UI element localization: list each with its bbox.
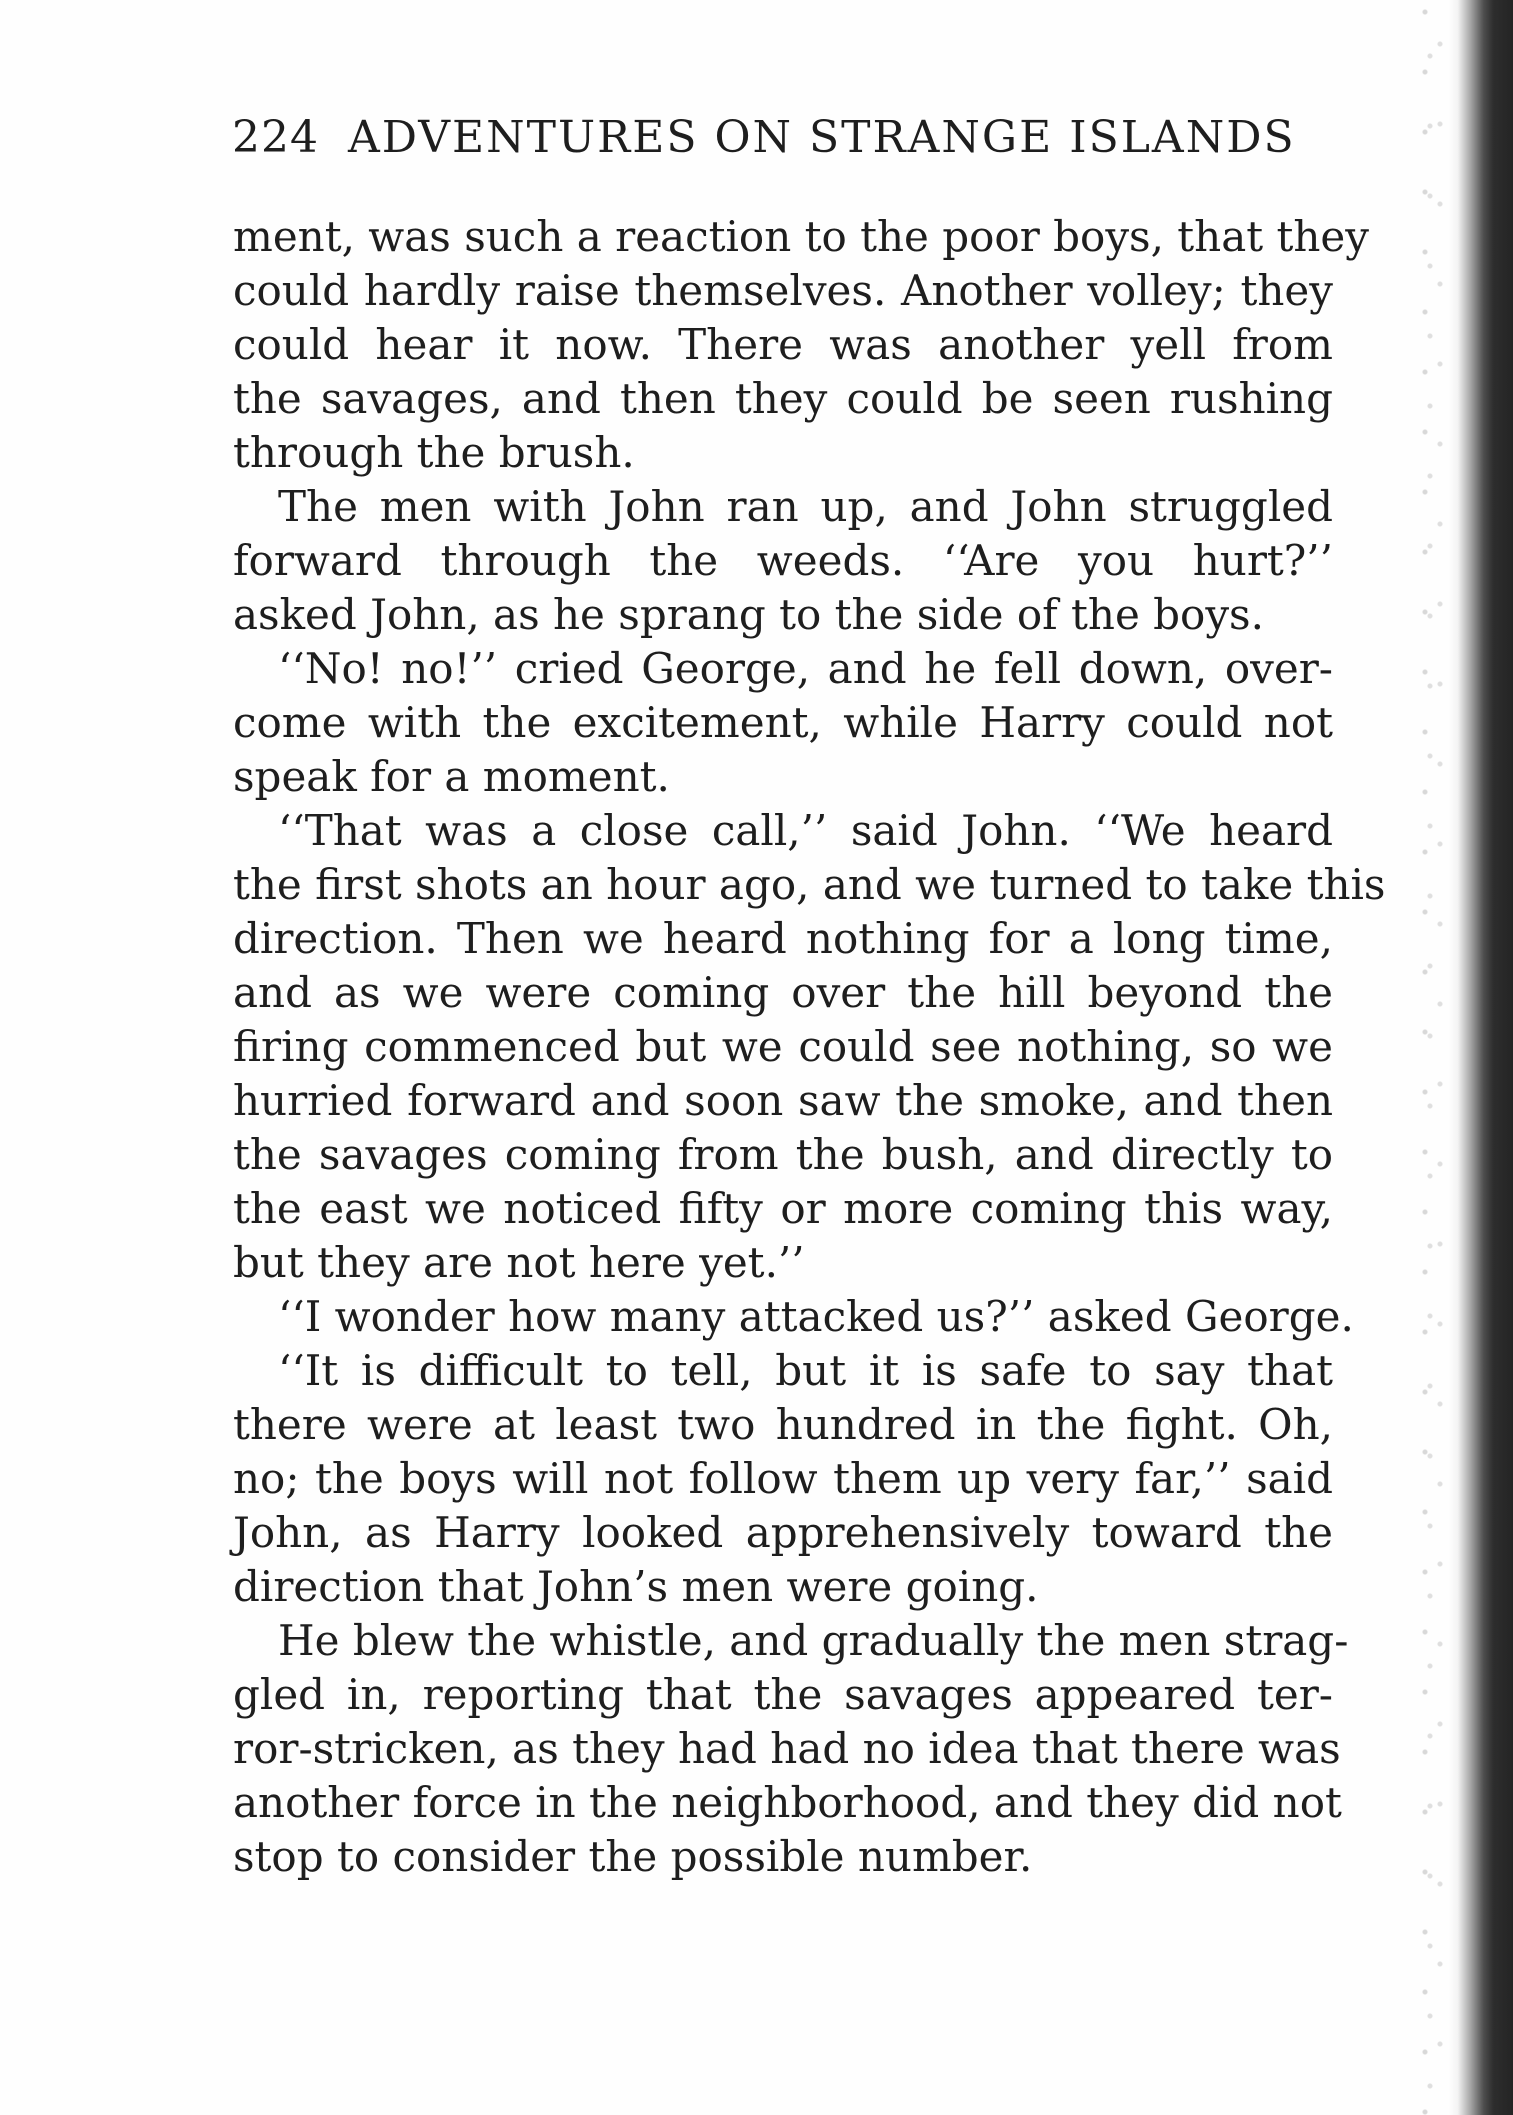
text-line: forward through the weeds. ‘‘Are you hurt?’’ [233, 536, 1333, 585]
text-line: there were at least two hundred in the fight. Oh, [233, 1400, 1333, 1449]
text-line: the savages coming from the bush, and directly to [233, 1130, 1333, 1179]
page-header [232, 112, 1312, 172]
text-line: the savages, and then they could be seen rushing [233, 374, 1333, 423]
text-line: gled in, reporting that the savages appeared ter- [233, 1670, 1333, 1719]
text-line: could hear it now. There was another yell from [233, 320, 1333, 369]
text-line: stop to consider the possible number. [233, 1832, 1033, 1881]
text-line: ‘‘That was a close call,’’ said John. ‘‘We heard [278, 806, 1333, 855]
text-line: no; the boys will not follow them up very far,’’ said [233, 1454, 1333, 1503]
text-line: ror-stricken, as they had had no idea that there was [233, 1724, 1341, 1773]
text-line: hurried forward and soon saw the smoke, and then [233, 1076, 1333, 1125]
text-line: direction. Then we heard nothing for a long time, [233, 914, 1333, 963]
text-line: another force in the neighborhood, and they did not [233, 1778, 1342, 1827]
text-line: through the brush. [233, 428, 635, 477]
text-line: ‘‘No! no!’’ cried George, and he fell down, over- [278, 644, 1333, 693]
text-line: come with the excitement, while Harry could not [233, 698, 1333, 747]
text-line: asked John, as he sprang to the side of the boys. [233, 590, 1264, 639]
text-line: John, as Harry looked apprehensively toward the [233, 1508, 1333, 1557]
text-line: and as we were coming over the hill beyond the [233, 968, 1333, 1017]
text-line: ‘‘It is difficult to tell, but it is safe to say that [278, 1346, 1333, 1395]
text-body [233, 210, 1386, 1884]
text-line: ment, was such a reaction to the poor boys, that they [233, 212, 1370, 261]
text-line: firing commenced but we could see nothing, so we [233, 1022, 1333, 1071]
text-line: speak for a moment. [233, 752, 670, 801]
text-line: the first shots an hour ago, and we turned to take this [233, 860, 1386, 909]
text-line: He blew the whistle, and gradually the men strag- [278, 1616, 1349, 1665]
text-line: but they are not here yet.’’ [233, 1238, 805, 1287]
page-binding-edge [1448, 0, 1513, 2115]
text-line: The men with John ran up, and John struggled [278, 482, 1333, 531]
running-title: ADVENTURES ON STRANGE ISLANDS [348, 112, 1296, 163]
text-line: ‘‘I wonder how many attacked us?’’ asked George. [278, 1292, 1354, 1341]
page-number: 224 [232, 112, 319, 163]
text-line: direction that John’s men were going. [233, 1562, 1039, 1611]
text-line: the east we noticed fifty or more coming this way, [233, 1184, 1333, 1233]
text-line: could hardly raise themselves. Another volley; they [233, 266, 1333, 315]
